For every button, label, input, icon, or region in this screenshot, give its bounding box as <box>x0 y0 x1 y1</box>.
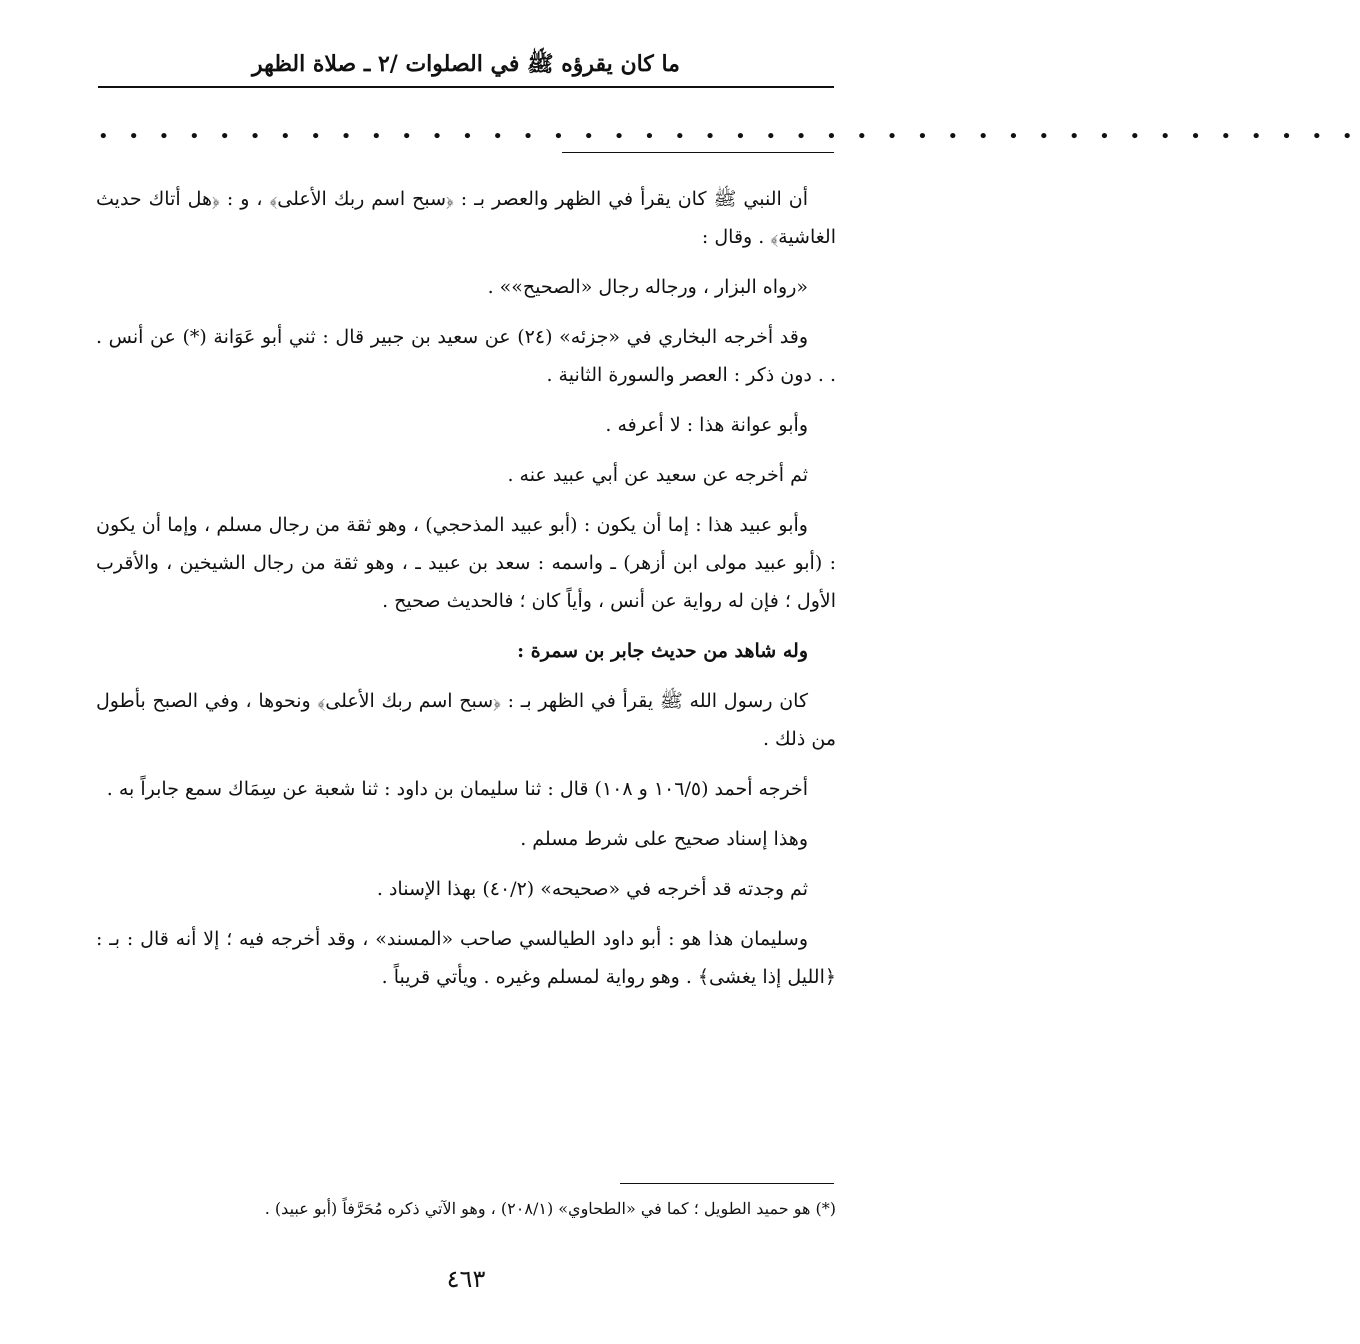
paragraph: «رواه البزار ، ورجاله رجال «الصحيح»» . <box>487 276 808 298</box>
paragraph: أخرجه أحمد (١٠٦/٥ و ١٠٨) قال : ثنا سليمان بن داود : ثنا شعبة عن سِمَاك سمع جابراً به . <box>106 778 808 800</box>
dotted-separator: • • • • • • • • • • • • • • • • • • • • • • • • • • • • • • • • • • • • • • • • • • <box>98 126 1360 147</box>
page-number: ٤٦٣ <box>446 1265 486 1293</box>
paragraph: وقد أخرجه البخاري في «جزئه» (٢٤) عن سعيد بن جبير قال : ثني أبو عَوَانة (*) عن أنس . . . دون ذكر : العصر والسورة الثانية . <box>96 326 836 386</box>
separator-rule <box>562 152 834 153</box>
header-rule <box>98 86 834 88</box>
paragraph: ثم وجدته قد أخرجه في «صحيحه» (٤٠/٢) بهذا الإسناد . <box>376 878 808 900</box>
paragraph: أن النبي ﷺ كان يقرأ في الظهر والعصر بـ : ﴿سبح اسم ربك الأعلى﴾ ، و : ﴿هل أتاك حديث الغاشية﴾ . وقال : <box>96 188 836 248</box>
paragraph: وأبو عوانة هذا : لا أعرفه . <box>605 414 808 436</box>
running-header: ما كان يقرؤه ﷺ في الصلوات /٢ ـ صلاة الظهر <box>252 51 680 77</box>
footnote: (*) هو حميد الطويل ؛ كما في «الطحاوي» (٢٠٨/١) ، وهو الآتي ذكره مُحَرَّفاً (أبو عبيد) . <box>264 1199 836 1218</box>
paragraph: وسليمان هذا هو : أبو داود الطيالسي صاحب «المسند» ، وقد أخرجه فيه ؛ إلا أنه قال : بـ : ﴿الليل إذا يغشى﴾ . وهو رواية لمسلم وغيره . ويأتي قريباً . <box>96 928 836 988</box>
footnote-rule <box>620 1183 834 1184</box>
paragraph: ثم أخرجه عن سعيد عن أبي عبيد عنه . <box>507 464 808 486</box>
paragraph: وهذا إسناد صحيح على شرط مسلم . <box>520 828 808 850</box>
paragraph: وأبو عبيد هذا : إما أن يكون : (أبو عبيد المذحجي) ، وهو ثقة من رجال مسلم ، وإما أن يكون : (أبو عبيد مولى ابن أزهر) ـ واسمه : سعد بن عبيد ـ ، وهو ثقة من رجال الشيخين ، والأقرب الأول ؛ فإن له رواية عن أنس ، وأياً كان ؛ فالحديث صحيح . <box>96 514 836 612</box>
main-text <box>96 180 836 1008</box>
paragraph: كان رسول الله ﷺ يقرأ في الظهر بـ : ﴿سبح اسم ربك الأعلى﴾ ونحوها ، وفي الصبح بأطول من ذلك . <box>96 690 836 750</box>
section-heading: وله شاهد من حديث جابر بن سمرة : <box>517 640 808 662</box>
